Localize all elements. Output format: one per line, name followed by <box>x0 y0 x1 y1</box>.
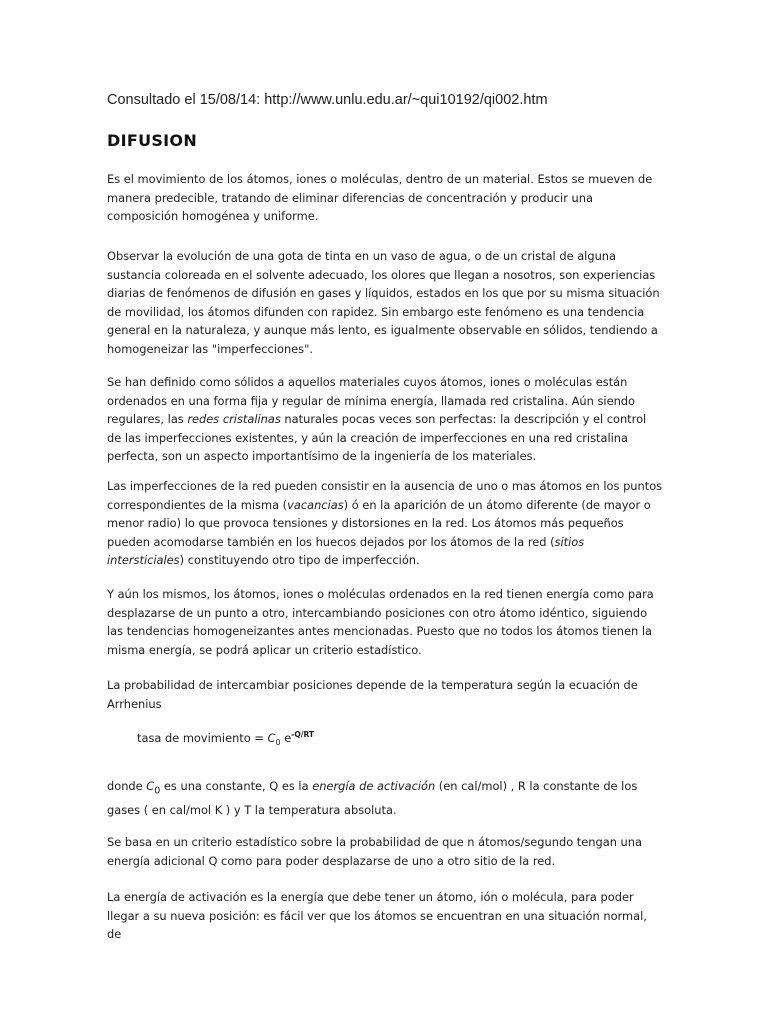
emphasis-redes-cristalinas: redes cristalinas <box>187 412 281 427</box>
text-run: ) constituyendo otro tipo de imperfección. <box>179 553 420 568</box>
paragraph-text: Se basa en un criterio estadístico sobre la probabilidad de que n átomos/segundo tengan una energía adicional Q como para poder desplazarse de uno a otro sitio de la red. <box>107 835 642 868</box>
paragraph-text: Es el movimiento de los átomos, iones o moléculas, dentro de un material. Estos se mueven de manera predecible, tratando de eliminar diferencias de concentración y producir una composición homogénea y uniforme. <box>107 172 653 224</box>
text-run: Las imperfecciones de la red pueden consistir en la ausencia de uno o mas átomos en los puntos correspondientes de la misma ( <box>107 479 663 512</box>
paragraph-text: La probabilidad de intercambiar posiciones depende de la temperatura según la ecuación de Arrhenius <box>107 678 638 711</box>
paragraph-imperfections <box>107 477 663 570</box>
paragraph-text <box>107 373 663 466</box>
page-title: DIFUSION <box>107 131 198 150</box>
formula-constant: C <box>267 730 276 745</box>
text-run: es una constante, Q es la <box>160 779 313 793</box>
formula-exponent: -Q/RT <box>291 730 315 739</box>
paragraph-text: Y aún los mismos, los átomos, iones o moléculas ordenados en la red tienen energía como para desplazarse de un punto a otro, intercambiando posiciones con otro átomo idéntico, siguiendo las tendencias homogeneizantes antes mencionadas. Puesto que no todos los átomos tienen la misma energía, se podrá aplicar un criterio estadístico. <box>107 587 654 657</box>
emphasis-energia-de-activacion: energía de activación <box>312 779 436 793</box>
formula-lhs: tasa de movimiento = <box>137 730 268 745</box>
text-run: ) ó en la aparición de un átomo diferente (de mayor o menor radio) lo que provoca tensiones y distorsiones en la red. Los átomos más pequeños pueden acomodarse también en los huecos dejados por los átomos de la red ( <box>107 497 651 549</box>
emphasis-vacancias: vacancias <box>287 497 344 512</box>
paragraph-observation <box>107 247 663 359</box>
paragraph-where <box>107 777 663 819</box>
paragraph-energy <box>107 585 663 659</box>
paragraph-activation-energy <box>107 888 663 944</box>
symbol-constant-subscript: 0 <box>154 785 161 797</box>
text-run: (en cal/mol) , R la constante de los gases ( en cal/mol K ) y T la temperatura absoluta. <box>107 779 638 817</box>
paragraph-text: Observar la evolución de una gota de tinta en un vaso de agua, o de un cristal de alguna sustancia coloreada en el solvente adecuado, los olores que llegan a nosotros, son experiencias diarias de fenómenos de difusión en gases y líquidos, estados en los que por su misma situación de movilidad, los átomos difunden con rapidez. Sin embargo este fenómeno es una tendencia general en la naturaleza, y aunque más lento, es igualmente observable en sólidos, tendiendo a homogeneizar las "imperfecciones". <box>107 249 660 356</box>
paragraph-text <box>107 477 663 570</box>
formula-constant-subscript: 0 <box>275 738 281 748</box>
paragraph-statistical <box>107 833 663 870</box>
symbol-constant: C <box>146 779 155 793</box>
paragraph-text: La energía de activación es la energía que debe tener un átomo, ión o molécula, para poder llegar a su nueva posición: es fácil ver que los átomos se encuentran en una situación normal, de <box>107 890 647 942</box>
emphasis-sitios-intersticiales: sitios intersticiales <box>107 534 585 568</box>
text-run: naturales pocas veces son perfectas: la descripción y el control de las imperfecciones existentes, y aún la creación de imperfecciones en una red cristalina perfecta, son un aspecto importantísimo de la ingeniería de los materiales. <box>107 412 647 464</box>
text-run: donde <box>107 779 147 793</box>
text-run: Se han definido como sólidos a aquellos materiales cuyos átomos, iones o moléculas están ordenados en una forma fija y regular de mínima energía, llamada red cristalina. Aún siendo regulares, las <box>107 375 636 427</box>
paragraph-text <box>107 777 663 819</box>
arrhenius-formula <box>137 726 314 752</box>
paragraph-definition <box>107 170 663 226</box>
formula-exponential-base: e <box>280 730 292 745</box>
paragraph-arrhenius <box>107 676 663 713</box>
paragraph-crystal-lattice <box>107 373 663 466</box>
source-citation: Consultado el 15/08/14: http://www.unlu.edu.ar/~qui10192/qi002.htm <box>107 92 548 108</box>
